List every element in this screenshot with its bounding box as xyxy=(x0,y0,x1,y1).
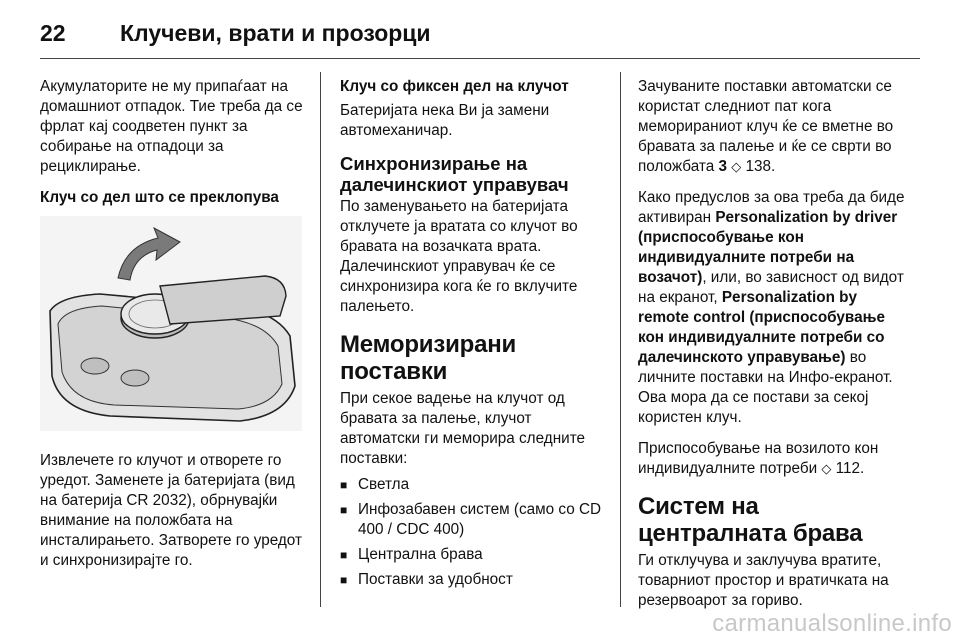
page-ref-link[interactable]: 112. xyxy=(835,460,865,477)
battery-disposal-text: Акумулаторите не му припаѓаат на домашниот отпадок. Тие треба да се фрлат кај соодветен пункт за собирање на отпадоци за рециклирање. xyxy=(40,78,303,175)
page-ref-icon: ◇ xyxy=(821,461,832,476)
folding-key-heading: Клуч со дел што се преклопува xyxy=(40,189,279,206)
battery-replace-instructions: Извлечете го клучот и отворете го уредот. Заменете ја батеријата (вид на батерија CR 2032), обрнувајќи внимание на положбата на инсталирањето. Затворете го уредот и синхронизирајте го. xyxy=(40,452,302,569)
list-item: ■ Инфозабавен систем (само со CD 400 / CDC 400) xyxy=(340,500,610,540)
page-number: 22 xyxy=(40,20,66,46)
header-rule xyxy=(40,58,920,59)
watermark: carmanualsonline.info xyxy=(712,610,952,637)
central-locking-text: Ги отклучува и заклучува вратите, товарниот простор и вратичката на резервоарот за гориво. xyxy=(638,552,889,609)
stored-settings-text: Зачуваните поставки автоматски се користат следниот пат кога меморираниот клуч ќе се вметне во бравата за палење и ќе се сврти во положбата 3 ◇ 138. xyxy=(638,78,894,175)
sync-text: По заменувањето на батеријата отклучете ја вратата со клучот во бравата на возачката врата. Далечинскиот управувач ќе се синхронизира кога ќе го вклучите палењето. xyxy=(340,198,578,315)
fixed-key-heading: Клуч со фиксен дел на клучот xyxy=(340,78,569,95)
vehicle-personalization-text: Приспособување на возилото кон индивидуалните потреби ◇ 112. xyxy=(638,440,879,477)
central-locking-heading: Систем на централната брава xyxy=(638,493,863,547)
page-title: Клучеви, врати и прозорци xyxy=(120,20,431,46)
personalization-text: Како предуслов за ова треба да биде активиран Personalization by driver (приспособување кон индивидуалните потреби на возачот), или, во зависност од видот на екранот, Personalization by remote control (приспособување кон индивидуалните потреби со далечинското управување) во личните поставки на Инфо-екранот. Ова мора да се постави за секој користен клуч. xyxy=(638,189,905,426)
page-header xyxy=(40,14,920,58)
memorized-settings-list xyxy=(340,475,610,590)
key-battery-illustration xyxy=(40,216,302,431)
column-3 xyxy=(638,77,910,622)
list-item: ■ Поставки за удобност xyxy=(340,570,610,590)
memorized-settings-heading: Меморизирани поставки xyxy=(340,331,517,385)
page-ref-icon: ◇ xyxy=(731,159,742,174)
column-divider-2 xyxy=(620,72,621,607)
column-divider-1 xyxy=(320,72,321,607)
column-2 xyxy=(340,77,610,595)
sync-heading: Синхронизирање на далечинскиот управувач xyxy=(340,153,569,195)
column-1 xyxy=(40,77,308,582)
memorized-settings-text: При секое вадење на клучот од бравата за палење, клучот автоматски ги меморира следните поставки: xyxy=(340,390,586,467)
list-item: ■ Светла xyxy=(340,475,610,495)
fixed-key-text: Батеријата нека Ви ја замени автомеханичар. xyxy=(340,102,550,139)
page-ref-link[interactable]: 138. xyxy=(745,158,776,175)
list-item: ■ Централна брава xyxy=(340,545,610,565)
